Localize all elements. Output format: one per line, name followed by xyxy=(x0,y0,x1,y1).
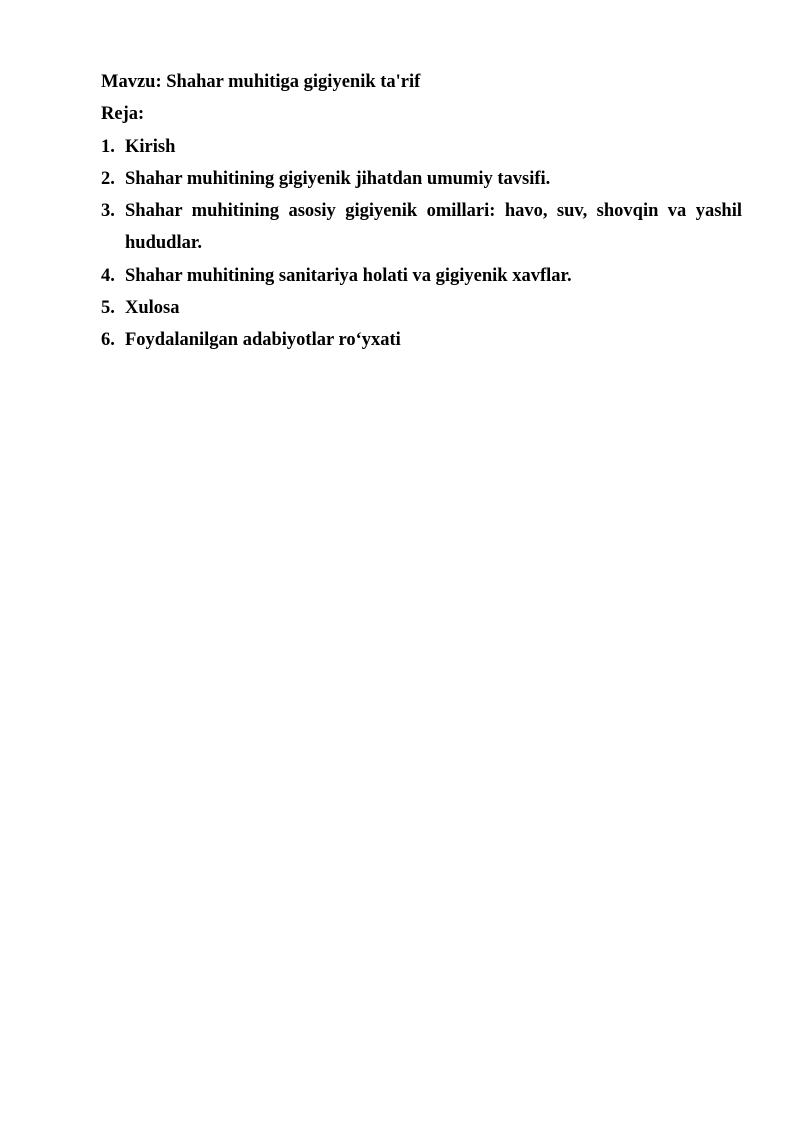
document-content xyxy=(101,66,742,357)
plan-item-number: 4. xyxy=(101,265,115,286)
plan-item-number: 3. xyxy=(101,201,115,222)
plan-item-number: 6. xyxy=(101,330,115,351)
plan-item xyxy=(101,131,742,163)
plan-item-number: 1. xyxy=(101,136,115,157)
plan-item xyxy=(101,195,742,260)
plan-list xyxy=(101,131,742,357)
plan-item-text: Kirish xyxy=(125,136,176,157)
plan-item-text: Shahar muhitining asosiy gigiyenik omillari: havo, suv, shovqin va yashil hududlar. xyxy=(125,201,742,254)
plan-item-text: Foydalanilgan adabiyotlar ro‘yxati xyxy=(125,330,401,351)
topic-title: Mavzu: Shahar muhitiga gigiyenik ta'rif xyxy=(101,72,421,92)
plan-item xyxy=(101,292,742,324)
plan-item xyxy=(101,324,742,356)
plan-item-number: 5. xyxy=(101,298,115,319)
plan-heading: Reja: xyxy=(101,104,145,125)
plan-item-text: Xulosa xyxy=(125,298,180,319)
plan-item-text: Shahar muhitining sanitariya holati va gigiyenik xavflar. xyxy=(125,265,572,286)
plan-item xyxy=(101,260,742,292)
plan-item-text: Shahar muhitining gigiyenik jihatdan umumiy tavsifi. xyxy=(125,168,551,189)
plan-item xyxy=(101,163,742,195)
plan-item-number: 2. xyxy=(101,168,115,189)
